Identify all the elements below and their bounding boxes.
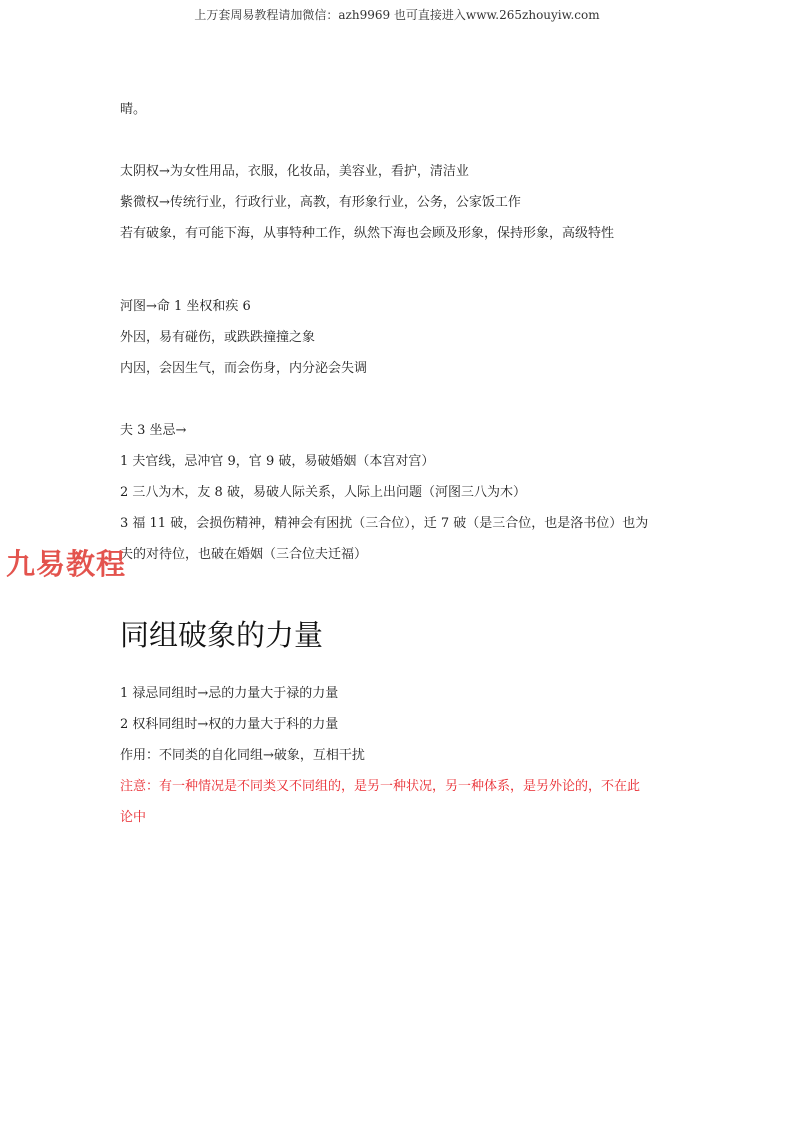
list-item: 1 夫官线，忌冲官 9，官 9 破，易破婚姻（本宫对宫） xyxy=(120,454,435,469)
text-line: 夫 3 坐忌→ xyxy=(120,423,187,438)
note-text: 注意：有一种情况是不同类又不同组的，是另一种状况，另一种体系，是另外论的，不在此 xyxy=(120,779,641,794)
list-item: 2 权科同组时→权的力量大于科的力量 xyxy=(120,717,339,732)
text-line: 作用：不同类的自化同组→破象，互相干扰 xyxy=(120,748,365,763)
note-text: 论中 xyxy=(120,810,147,825)
text-line: 紫微权→传统行业，行政行业，高教，有形象行业，公务，公家饭工作 xyxy=(120,195,521,210)
text-line: 内因，会因生气，而会伤身，内分泌会失调 xyxy=(120,361,368,376)
text-line: 晴。 xyxy=(120,102,147,117)
text-line: 太阴权→为女性用品，衣服，化妆品，美容业，看护，清洁业 xyxy=(120,164,469,179)
text-line: 外因，易有碰伤，或跌跌撞撞之象 xyxy=(120,330,316,345)
text-line: 夫的对待位，也破在婚姻（三合位夫迁福） xyxy=(120,547,368,562)
text-line: 若有破象，有可能下海，从事特种工作，纵然下海也会顾及形象，保持形象，高级特性 xyxy=(120,226,615,241)
list-item: 2 三八为木，友 8 破，易破人际关系，人际上出问题（河图三八为木） xyxy=(120,485,526,500)
section-heading: 同组破象的力量 xyxy=(120,618,324,652)
list-item: 1 禄忌同组时→忌的力量大于禄的力量 xyxy=(120,686,339,701)
watermark-logo: 九易教程 xyxy=(6,547,127,581)
text-line: 河图→命 1 坐权和疾 6 xyxy=(120,299,251,314)
document-body xyxy=(120,100,700,828)
list-item: 3 福 11 破，会损伤精神，精神会有困扰（三合位），迁 7 破（是三合位，也是洛书位）也为 xyxy=(120,516,649,531)
page-header: 上万套周易教程请加微信：azh9969 也可直接进入www.265zhouyiw.com xyxy=(194,8,600,22)
